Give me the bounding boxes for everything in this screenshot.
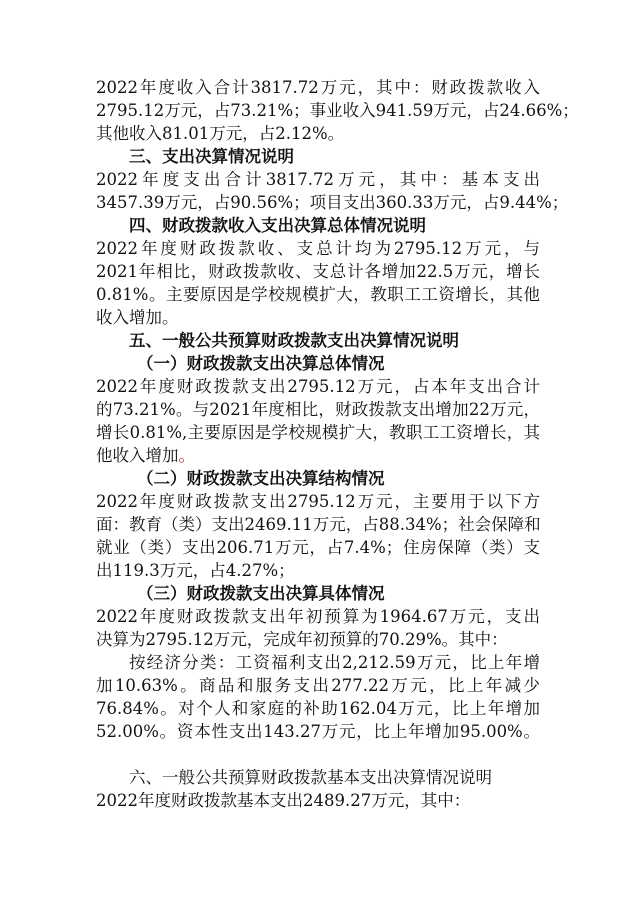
paragraph-line: 76.84%。对个人和家庭的补助162.04万元，比上年增加 — [96, 699, 540, 718]
paragraph-line: 增长0.81%,主要原因是学校规模扩大，教职工工资增长，其 — [96, 423, 540, 442]
section-heading-5: 五、一般公共预算财政拨款支出决算情况说明 — [129, 331, 459, 350]
paragraph-line: 2021年相比，财政拨款收、支总计各增加22.5万元，增长 — [96, 262, 540, 281]
red-period: 。 — [178, 446, 195, 465]
paragraph-line: 3457.39万元，占90.56%；项目支出360.33万元，占9.44%； — [96, 193, 569, 212]
section-heading-3: 三、支出决算情况说明 — [129, 147, 294, 166]
paragraph-line: 收入增加。 — [96, 308, 179, 327]
section-heading-6: 六、一般公共预算财政拨款基本支出决算情况说明 — [129, 768, 492, 787]
paragraph-line: 加10.63%。商品和服务支出277.22万元，比上年减少 — [96, 676, 540, 695]
subsection-heading-2: （二）财政拨款支出决算结构情况 — [137, 469, 385, 488]
section-heading-4: 四、财政拨款收入支出决算总体情况说明 — [129, 216, 426, 235]
paragraph-line: 按经济分类：工资福利支出2,212.59万元，比上年增 — [129, 653, 540, 672]
paragraph-line: 2022年度财政拨款支出2795.12万元，占本年支出合计 — [96, 377, 540, 396]
paragraph-line: 决算为2795.12万元，完成年初预算的70.29%。其中： — [96, 630, 508, 649]
paragraph-line: 的73.21%。与2021年度相比，财政拨款支出增加22万元， — [96, 400, 540, 419]
paragraph-line: 2795.12万元，占73.21%；事业收入941.59万元，占24.66%； — [96, 101, 579, 120]
paragraph-line: 其他收入81.01万元，占2.12%。 — [96, 124, 345, 143]
paragraph-line: 2022年度财政拨款基本支出2489.27万元，其中： — [96, 791, 471, 810]
paragraph-line: 2022年度财政拨款支出2795.12万元，主要用于以下方 — [96, 492, 540, 511]
paragraph-line: 52.00%。资本性支出143.27万元，比上年增加95.00%。 — [96, 722, 540, 741]
paragraph-line: 2022年度支出合计3817.72万元，其中：基本支出 — [96, 170, 540, 189]
paragraph-line: 2022年度收入合计3817.72万元，其中：财政拨款收入 — [96, 78, 540, 97]
paragraph-line: 出119.3万元，占4.27%； — [96, 561, 295, 580]
paragraph-line — [96, 444, 636, 467]
paragraph-line: 就业（类）支出206.71万元，占7.4%；住房保障（类）支 — [96, 538, 540, 557]
paragraph-line: 面：教育（类）支出2469.11万元，占88.34%；社会保障和 — [96, 515, 541, 534]
subsection-heading-1: （一）财政拨款支出决算总体情况 — [137, 354, 385, 373]
paragraph-line: 2022年度财政拨款支出年初预算为1964.67万元，支出 — [96, 607, 540, 626]
paragraph-line: 0.81%。主要原因是学校规模扩大，教职工工资增长，其他 — [96, 285, 540, 304]
subsection-heading-3: （三）财政拨款支出决算具体情况 — [137, 584, 385, 603]
paragraph-text: 他收入增加 — [96, 446, 179, 465]
paragraph-line: 2022年度财政拨款收、支总计均为2795.12万元，与 — [96, 239, 540, 258]
